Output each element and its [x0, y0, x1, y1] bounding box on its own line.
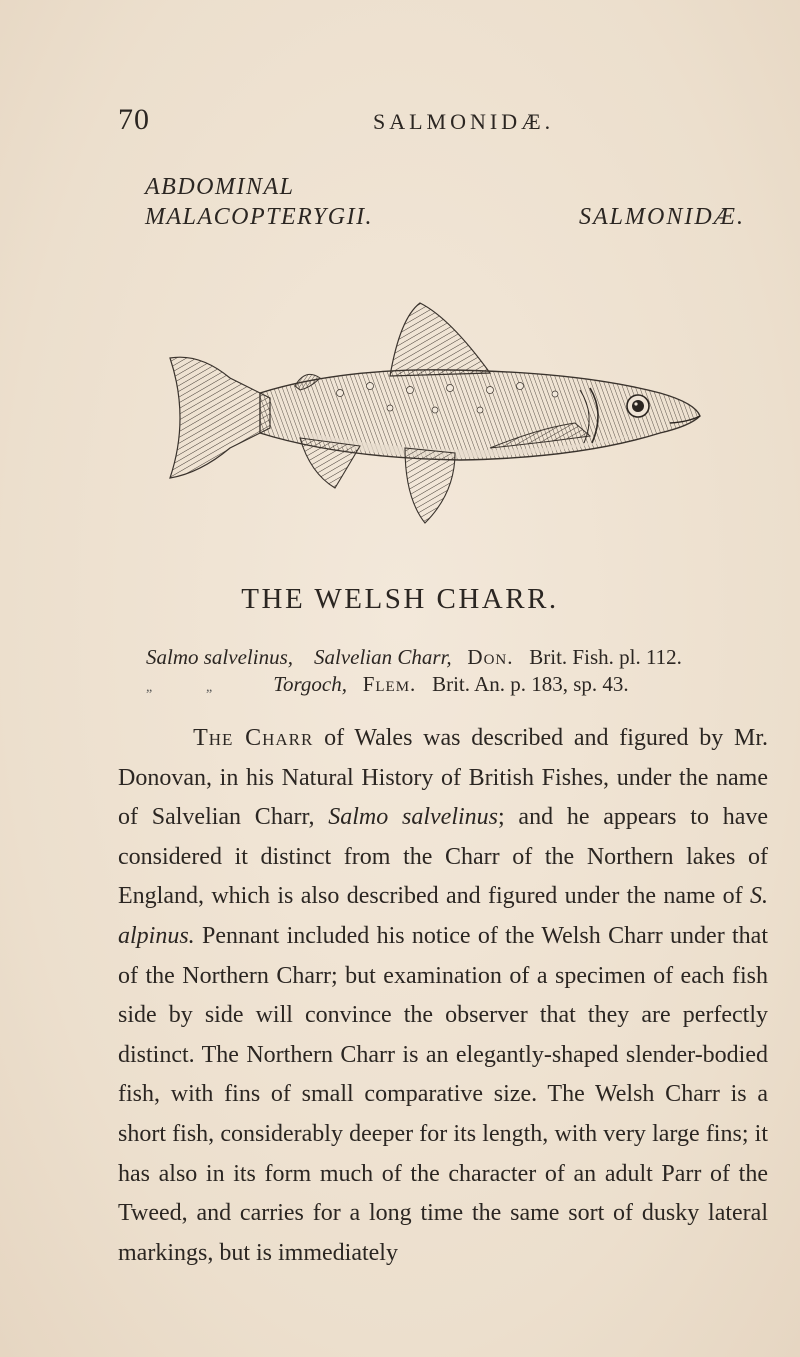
figure-caption: THE WELSH CHARR. — [241, 583, 559, 615]
reference-1: Brit. Fish. pl. 112. — [529, 645, 682, 669]
ditto-marks: „ „ — [146, 680, 213, 695]
opening-words: The Charr — [193, 725, 314, 751]
author-1: Don. — [467, 645, 514, 669]
page-number: 70 — [118, 103, 150, 136]
author-2: Flem. — [362, 672, 417, 696]
welsh-charr-engraving — [160, 298, 705, 530]
common-name-2: Torgoch, — [273, 672, 347, 696]
order-line-2: MALACOPTERYGII. — [145, 204, 374, 230]
common-name-1: Salvelian Charr, — [314, 645, 452, 669]
running-title: SALMONIDÆ. — [373, 109, 555, 134]
body-paragraph: The Charr of Wales was described and figured by Mr. Donovan, in his Natural History of British Fishes, under the name of Salvelian Charr, Salmo salvelinus; and he appears to have considered it distinct from the Charr of the Northern lakes of England, which is also described and figured under the name of S. alpinus. Pennant included his notice of the Welsh Charr under that of the Northern Charr; but examination of a specimen of each fish side by side will convince the observer that they are perfectly distinct. The Northern Charr is an elegantly-shaped slender-bodied fish, with fins of small comparative size. The Welsh Charr is a short fish, considerably deeper for its length, with very large fins; it has also in its form much of the character of an adult Parr of the Tweed, and carries for a long time the same sort of dusky lateral markings, but is immediately — [118, 725, 769, 1266]
classification-heading — [145, 172, 745, 232]
reference-2: Brit. An. p. 183, sp. 43. — [432, 672, 629, 696]
italic-name-1: Salmo salvelinus — [328, 804, 498, 831]
running-head — [118, 103, 720, 143]
italic-name-2: S. alpinus. — [118, 883, 768, 949]
synonymy-line-2 — [146, 671, 766, 701]
synonymy-block — [146, 644, 766, 701]
family-name: SALMONIDÆ. — [578, 204, 745, 230]
scientific-name: Salmo salvelinus, — [146, 645, 293, 669]
order-line-1: ABDOMINAL — [145, 174, 295, 200]
synonymy-line-1 — [146, 644, 766, 671]
